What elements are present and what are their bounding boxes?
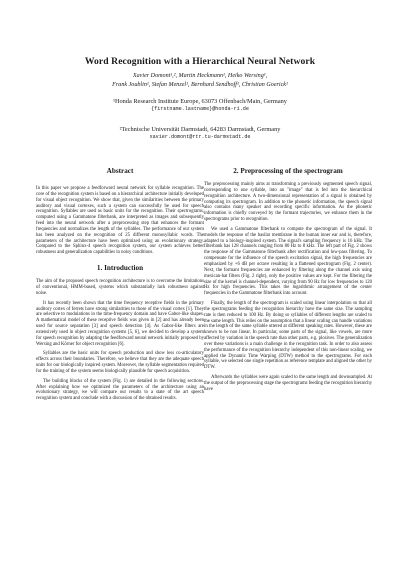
affiliation-2-email: xavier.domont@rtr.tu-darmstadt.de <box>149 133 251 140</box>
affiliation-1-email: {firstname.lastname}@honda-ri.de <box>151 105 249 112</box>
authors-line-1: Xavier Domont¹,², Martin Heckmann¹, Heiko Wersing¹, <box>132 73 268 79</box>
preproc-paragraph-2: We used a Gammatone filterbank to compute the spectrogram of the signal. It models the response of the basilar membrane in the human inner ear and is, therefore, adapted to a biology-inspired system. The signal's sampling frequency is 16 kHz. The filterbank has 128 channels ranging from 80 Hz to 8 kHz. The left part of Fig. 2 shows the response of the Gammatone filterbank after rectification and low-pass filtering. To compensate for the influence of the speech excitation signal, the high frequencies are emphasized by +6 dB per octave resulting in a flattened spectrogram (Fig. 2 center). Next, the formant frequencies are enhanced by filtering along the channel axis using mexican-hat filters (Fig. 2 right), only the positive values are kept. For the filtering the size of the kernel is channel-dependent, varying from 90 Hz for low frequencies to 120 Hz for high frequencies. This takes the logarithmic arrangement of the center frequencies in the Gammatone filterbank into account. <box>204 226 372 297</box>
intro-paragraph-4: The building blocks of the system (Fig. 1) are detailed in the following sections. After explaining how we optimized the parameters of the architecture using an evolutionary strategy, we will compare our results to a state of the art speech recognition system and conclude with a discussion of the obtained results. <box>36 378 204 402</box>
preproc-paragraph-4: Afterwards the syllables were again scaled to the same length and downsampled. At the output of the preprocessing stage the spectrograms feeding the recognition hierarchy have <box>204 375 372 392</box>
affiliation-2-name: ²Technische Universität Darmstadt, 64283 Darmstadt, Germany <box>119 126 281 133</box>
abstract-text: In this paper we propose a feedforward neural network for syllable recognition. The core of the recognition system is based on a hierarchical architecture initially developed for visual object recognition. We show that, given the similarities between the primary auditory and visual cortexes, such a system can successfully be used for speech recognition. Syllables are used as basic units for the recognition. Their spectrograms, computed using a Gammatone filterbank, are interpreted as images and subsequently feed into the neural network after a preprocessing step that enhances the formant frequencies and normalizes the length of the syllables. The performance of our system has been analyzed on the recognition of 25 different monosyllabic words. The parameters of the architecture have been optimized using an evolutionary strategy. Compared to the Sphinx-4 speech recognition system, our system achieves better robustness and generalization capabilities in noisy conditions. <box>36 186 204 256</box>
paper-title: Word Recognition with a Hierarchical Neural Network <box>84 56 316 67</box>
author-list <box>0 72 400 89</box>
right-column <box>204 167 372 393</box>
preprocessing-heading: 2. Preprocessing of the spectrogram <box>233 167 343 175</box>
intro-paragraph-3: Syllables are the basic units for speech production and show less co-articulatory effects across their boundaries. Therefore, we believe that they are the adequate speech units for our biologically inspired system. Moreover, the syllable segmentation required for the training of the system seems biologically plausible for speech acquisition. <box>36 351 204 374</box>
affiliation-1-name: ¹Honda Research Institute Europe, 63073 Offenbach/Main, Germany <box>113 98 287 105</box>
preproc-paragraph-1: The preprocessing mainly aims at transforming a previously segmented speech signal, corresponding to one syllable, into an "image" that is fed into the hierarchical recognition architecture. A two-dimensional representation of a signal is obtained by computing its spectrogram. In addition to the phonetic information, the speech signal also contains many speaker and recording specific information. As the phonetic information is chiefly conveyed by the formant trajectories, we enhance them in the spectrograms prior to recognition. <box>204 182 372 223</box>
intro-paragraph-2: It has recently been shown that the time frequency receptive fields in the primary auditory cortex of ferrets have strong similarities to those of the visual cortex [1]. They are selective to modulations in the time-frequency domain and have Gabor-like shapes. A mathematical model of these receptive fields was given in [2] and has already been used for source separation [3] and speech detection [4]. As Gabor-like filters are extensively used in object recognition systems [5, 6], we decided to develop a system for speech recognition by adapting the feedforward neural network initially proposed by Wersing and Körner for object recognition [6]. <box>36 300 204 347</box>
abstract-heading: Abstract <box>106 167 134 175</box>
affiliation-1 <box>0 98 400 113</box>
introduction-heading: 1. Introduction <box>96 264 144 273</box>
left-column <box>36 167 204 402</box>
authors-line-2: Frank Joublin¹, Stefan Menzel¹, Bernhard Sendhoff¹, Christian Goerick¹ <box>112 81 288 88</box>
preproc-paragraph-3: Finally, the length of the spectrogram is scaled using linear interpolation so that all the spectrograms feeding the recognition hierarchy have the same size. The sampling rate is then reduced to 100 Hz. By doing so syllables of different lengths are scaled to the same length. This relies on the assumption that a linear scaling can handle variations in the length of the same syllable uttered at different speaking rates. However, these are known to be non linear. In particular, some parts of the signal, like vowels, are more affected by variation in the speech rate than other parts, e.g. plosives. The generalization over these variations is a main challenge in the recognition task. In order to also assess the performance of the recognition hierarchy independent of this non-linear scaling, we applied the Dynamic Time Warping (DTW) method to the spectrograms. For each syllable, we selected one single repetition as reference template and aligned the other by DTW. <box>204 301 372 371</box>
intro-paragraph-1: The aim of the proposed speech recognition architecture is to overcome the limitations of conventional, HMM-based, systems which substantially lack robustness against noise. <box>36 279 204 296</box>
affiliation-2 <box>0 126 400 141</box>
